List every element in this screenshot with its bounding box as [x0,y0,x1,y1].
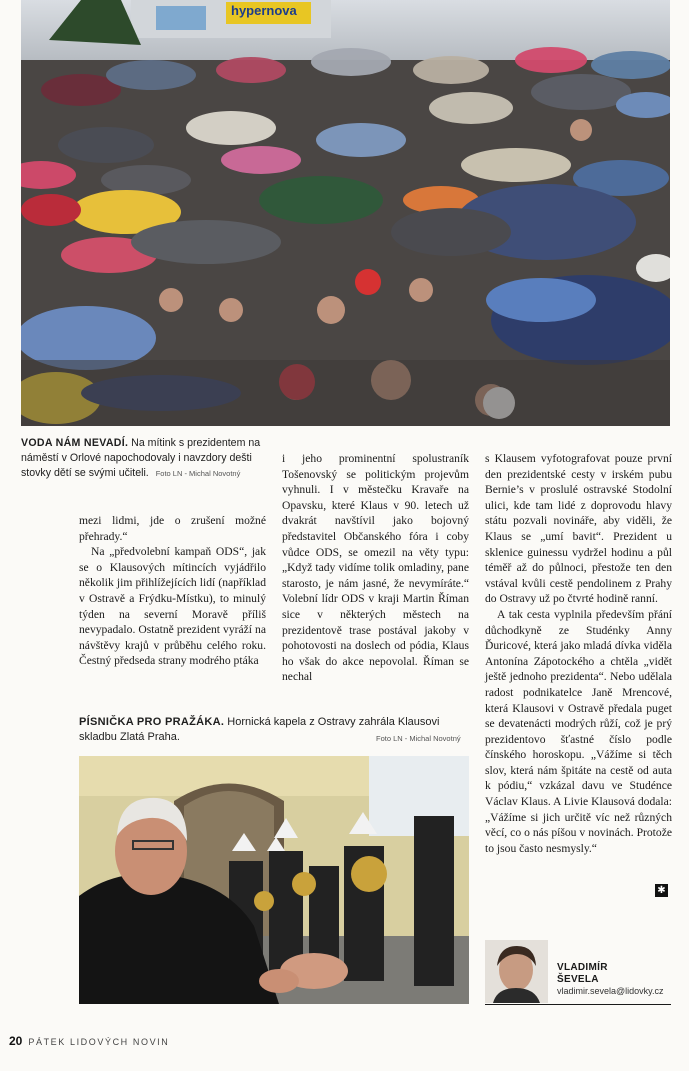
author-byline [557,962,664,996]
crowd-photo [21,0,670,426]
article-column-3 [485,451,672,856]
paragraph: mezi lidmi, jde o zrušení možné přehrady.“ [79,514,266,543]
author-email[interactable]: vladimir.sevela@lidovky.cz [557,986,664,996]
photo-credit: Foto LN - Michal Novotný [376,734,461,743]
end-mark-icon: ✱ [655,884,668,897]
author-photo [485,940,548,1003]
caption-text: Hornická kapela z Ostravy zahrála Klausovi skladbu Zlatá Praha. [79,716,440,743]
caption-text: Na mítink s prezidentem na náměstí v Orlové napochodovaly i navzdory dešti stovky dětí se svými učiteli. [21,437,261,479]
author-last-name: ŠEVELA [557,974,599,985]
paragraph: s Klausem vyfotografovat pouze první den prezidentské cesty v irském pubu Bernie’s v proslulé ostravské Stodolní ulici, kde tam lidé z doprovodu hlavy státu pozvali novináře, aby viděli, že Klaus se „umí bavit“. Prezident u sklenice guinessu vydržel hodinu a půl téměř až do půlnoci, přestože ten den vstával kvůli cestě pendolinem z Prahy do Ostravy už po čtvrté hodině ranní. [485,452,672,606]
paragraph: Na „předvolební kampaň ODS“, jak se o Klausových mítincích vyjádřilo několik jim přihlížejících lidí (například v Ostravě a Frýdku-Místku), to minulý týden na severní Moravě příliš nevypadalo. Ostatně prezident vyráží na návštěvy krajů v průběhu celého roku. Čestný předseda strany modrého ptáka [79,545,266,668]
photo-caption-1 [21,436,273,481]
page-number: 20 [9,1034,23,1048]
band-photo [79,756,469,1004]
paragraph: i jeho prominentní spolustraník Tošenovský se politickým projevům vyhnuli. I v městečku Kravaře na Opavsku, které Klaus v 90. letech už dvakrát navštívil jako bojovný představitel Občanského fóra i coby vůdce ODS, se omezil na věty typu: „Když tady vidíme tolik omladiny, pane starosto, je nám jasné, že nevymíráte.“ Volební lídr ODS v kraji Martin Říman sice v některých městech na prezidentově trase postával jakoby v pohotovosti na doslech od pódia, Klaus ho však do akce nepovolal. Říman se nechal [282,452,469,684]
paragraph: A tak cesta vyplnila především přání důchodkyně ze Studénky Anny Ďuricové, která jako mladá dívka viděla Antonína Zápotockého a chtěla „vidět ještě jednoho prezidenta“. Nebo udělala radost podnikatelce Janě Mrencové, která Klausovi v Ostravě předala puget se devatenácti modrých růží, což je prý prezidentovo šťastné číslo podle čínského horoskopu. „Vážíme si těch slov, která nám špitáte na cestě od auta k pódiu,“ vzkázal davu ve Studénce Václav Klaus. A Livie Klausová dodala: „Vážíme si jich určitě víc než různých věcí, co o nás píšou v novinách. Protože to jsou často nesmysly.“ [485,607,672,855]
caption-lead: VODA NÁM NEVADÍ. [21,437,129,449]
article-column-2 [282,451,469,685]
page-footer [9,1034,169,1048]
author-rule [485,1004,671,1005]
author-first-name: VLADIMÍR [557,962,608,973]
article-column-1 [79,513,266,669]
hypernova-sign: hypernova [231,3,297,18]
publication-name: PÁTEK LIDOVÝCH NOVIN [28,1037,170,1047]
caption-lead: PÍSNIČKA PRO PRAŽÁKA. [79,716,225,728]
photo-credit: Foto LN - Michal Novotný [155,469,241,478]
